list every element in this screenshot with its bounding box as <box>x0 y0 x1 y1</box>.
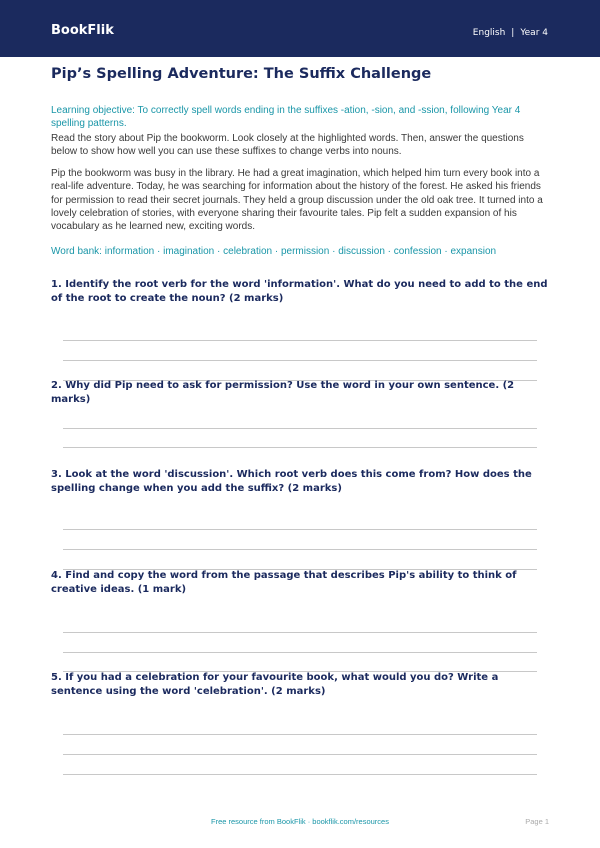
word-bank <box>51 246 551 257</box>
question-2: 2. Why did Pip need to ask for permission? Use the word in your own sentence. (2 marks) <box>51 380 515 405</box>
instructions-text: Read the story about Pip the bookworm. Look closely at the highlighted words. Then, answer the questions below to show how well you can use these suffixes to change verbs into nouns. <box>51 133 524 158</box>
question-1: 1. Identify the root verb for the word 'information'. What do you need to add to the end of the root to create the noun? (2 marks) <box>51 279 548 304</box>
year-label: Year 4 <box>520 28 548 38</box>
learning-objective: Learning objective: To correctly spell words ending in the suffixes -ation, -sion, and -ssion, following Year 4 spelling patterns. <box>51 105 521 129</box>
header-bar <box>0 0 600 57</box>
answer-line[interactable] <box>63 340 537 341</box>
brand-logo[interactable]: BookFlik <box>51 23 114 38</box>
answer-line[interactable] <box>63 734 537 735</box>
worksheet-title: Pip’s Spelling Adventure: The Suffix Challenge <box>51 66 432 82</box>
word-bank-item: discussion · <box>338 246 394 257</box>
page-number: Page 1 <box>525 817 549 826</box>
word-bank-label: Word bank: <box>51 246 105 257</box>
question-5: 5. If you had a celebration for your favourite book, what would you do? Write a sentence using the word 'celebration'. (2 marks) <box>51 672 499 697</box>
answer-line[interactable] <box>63 428 537 429</box>
separator: | <box>511 28 515 38</box>
answer-line[interactable] <box>63 549 537 550</box>
word-bank-item: celebration · <box>223 246 281 257</box>
answer-line[interactable] <box>63 774 537 775</box>
answer-line[interactable] <box>63 360 537 361</box>
answer-line[interactable] <box>63 632 537 633</box>
word-bank-item: permission · <box>281 246 338 257</box>
footer-text[interactable]: Free resource from BookFlik · bookflik.com/resources <box>211 817 389 826</box>
word-bank-item: expansion <box>450 246 497 257</box>
word-bank-item: confession · <box>394 246 451 257</box>
word-bank-item: imagination · <box>163 246 223 257</box>
story-text: Pip the bookworm was busy in the library. He had a great imagination, which helped him turn every book into a real-life adventure. Today, he was searching for information about the history of the forest. He asked his friends for permission to read their secret journals. They held a group discussion under the old oak tree. It turned into a lovely celebration of stories, with everyone sharing their favourite tales. Pip felt a sudden expansion of his vocabulary as he learned new, exciting words. <box>51 168 543 233</box>
answer-line[interactable] <box>63 754 537 755</box>
answer-line[interactable] <box>63 652 537 653</box>
subject-label: English <box>472 28 506 38</box>
answer-line[interactable] <box>63 529 537 530</box>
question-4: 4. Find and copy the word from the passage that describes Pip's ability to think of creative ideas. (1 mark) <box>51 570 517 595</box>
question-3: 3. Look at the word 'discussion'. Which root verb does this come from? How does the spelling change when you add the suffix? (2 marks) <box>51 469 532 494</box>
answer-line[interactable] <box>63 447 537 448</box>
word-bank-item: information · <box>105 246 163 257</box>
subject-year-label <box>473 28 548 38</box>
